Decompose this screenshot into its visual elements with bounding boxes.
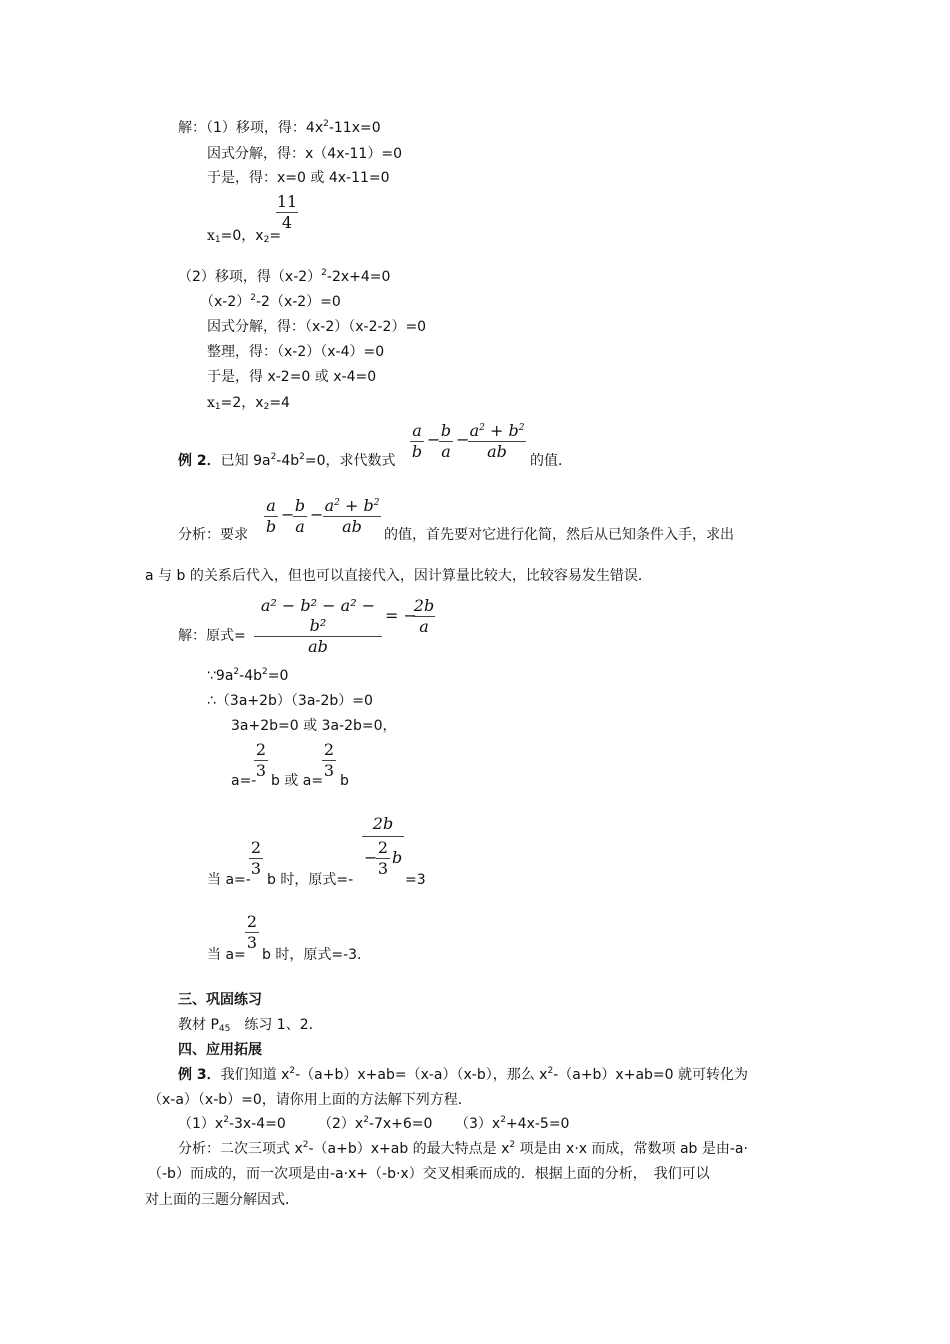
solution2-step3: 因式分解，得：（x-2）（x-2-2）=0: [207, 319, 427, 335]
fraction-2-over-3: 2 3: [246, 912, 258, 952]
solution1-step2: 因式分解，得：x（4x-11）=0: [207, 146, 402, 162]
solution1-step1: 解：（1）移项，得：$4x^2-11x=0$: [178, 119, 381, 136]
when-negative-result: =3: [405, 872, 426, 888]
example3-equation-3: $(3)x^2+4x-5=0$: [455, 1115, 570, 1132]
analysis-line2: a 与 b 的关系后代入，但也可以直接代入，因计算量比较大，比较容易发生错误．: [145, 568, 652, 584]
section4-title: 四、应用拓展: [178, 1042, 262, 1058]
fraction-2-over-3: 2 3: [250, 838, 262, 878]
fraction-2-over-3: 2 3: [323, 740, 335, 780]
section3-title: 三、巩固练习: [178, 992, 262, 1008]
example2-statement: 例 2．已知 $9a^2-4b^2=0$，求代数式: [178, 452, 396, 469]
section3-text: 教材 $P_{45}$ 练习 1、2．: [178, 1017, 323, 1034]
when-negative-middle: b 时，原式=-: [267, 872, 354, 888]
fraction-11-over-4: 11 4: [276, 192, 298, 232]
example2-statement-end: 的值．: [530, 453, 572, 469]
result-fraction: 2b a: [413, 596, 435, 636]
solution2-step2: $(x-2)^2-2(x-2)=0$: [200, 293, 341, 310]
example3-analysis-line3: 对上面的三题分解因式．: [145, 1192, 299, 1208]
cases-line: 3a+2b=0 或 3a-2b=0，: [231, 718, 397, 734]
example3-line1: 例 3．我们知道 $x^2-(a+b)x+ab=(x-a)(x-b)$，那么 $x^2-(a+b)x+ab=0$ 就可转化为: [178, 1066, 749, 1083]
a-values-middle: b 或 a=: [271, 773, 324, 789]
example3-equation-1: $(1)x^2-3x-4=0$: [178, 1115, 286, 1132]
solution2-step5: 于是，得 x-2=0 或 x-4=0: [207, 369, 377, 385]
solution2-label: 解：原式=: [178, 628, 246, 644]
analysis-line1-end: 的值，首先要对它进行化简，然后从已知条件入手，求出: [384, 527, 734, 543]
when-positive-result: b 时，原式=-3．: [262, 947, 372, 963]
simplified-fraction: a² − b² − a² − b² ab: [254, 596, 382, 657]
example3-analysis-line2: （-b）而成的，而一次项是由-a·x+（-b·x）交叉相乘而成的．根据上面的分析， 我们可以: [148, 1166, 710, 1182]
example3-equation-2: $(2)x^2-7x+6=0$: [318, 1115, 433, 1132]
because-line: $\because 9a^2-4b^2=0$: [207, 667, 289, 684]
when-negative-prefix: 当 a=-: [207, 872, 251, 888]
a-values-prefix: a=-: [231, 773, 257, 789]
equals-minus: = −: [385, 606, 417, 625]
solution2-step1: （2）移项，得$(x-2)^2-2x+4=0$: [178, 268, 391, 285]
fraction-2-over-3: 2 3: [255, 740, 267, 780]
example3-analysis-line1: 分析：二次三项式 $x^2-(a+b)x+ab$ 的最大特点是 $x^2$ 项是由 x·x 而成，常数项 ab 是由-a·: [178, 1140, 748, 1157]
solution1-step3: 于是，得：x=0 或 4x-11=0: [207, 170, 390, 186]
a-values-suffix: b: [340, 773, 349, 789]
therefore-line: ∴（3a+2b）（3a-2b）=0: [207, 693, 373, 709]
solution2-step4: 整理，得：（x-2）（x-4）=0: [207, 344, 385, 360]
solution2-roots: $x_1=2$，$x_2=4$: [207, 395, 290, 412]
solution1-roots: $x_1=0$，$x_2=$: [207, 228, 282, 245]
analysis-line1-start: 分析：要求: [178, 527, 248, 543]
when-positive-prefix: 当 a=: [207, 947, 246, 963]
example3-line2: （x-a）（x-b）=0，请你用上面的方法解下列方程．: [148, 1092, 472, 1108]
